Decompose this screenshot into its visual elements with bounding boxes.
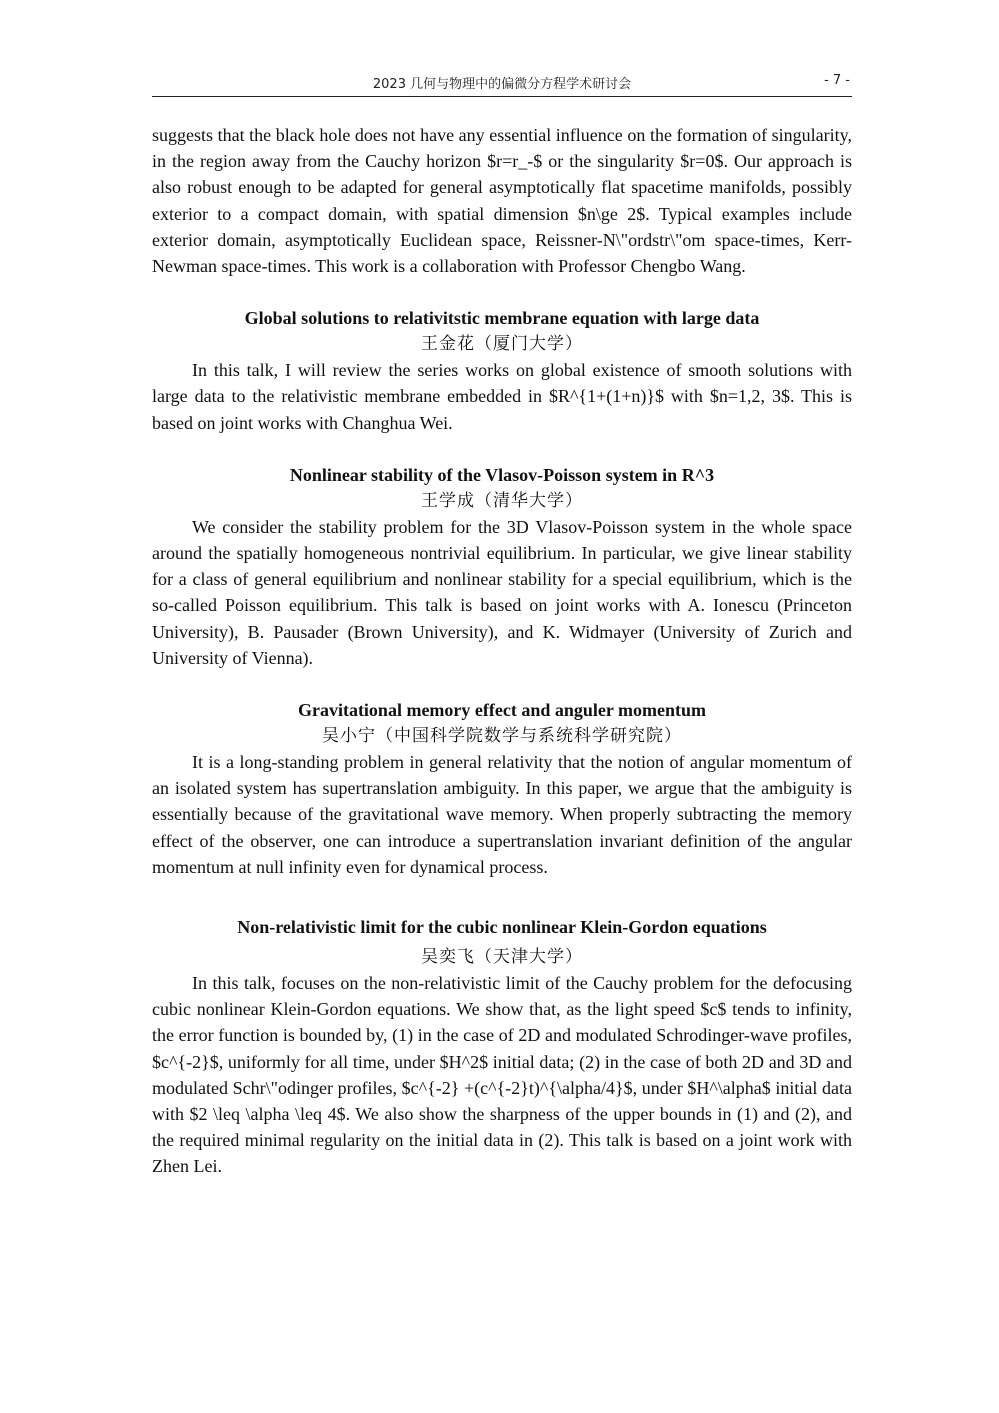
talk-title: Nonlinear stability of the Vlasov-Poisson system in R^3 bbox=[289, 464, 715, 485]
talk-abstract: We consider the stability problem for the 3D Vlasov-Poisson system in the whole space around the spatially homogeneous nontrivial equilibrium. In particular, we give linear stability for a class of general equilibrium and nonlinear stability for a special equilibrium, which is the so-called Poisson equilibrium. This talk is based on joint works with A. Ionescu (Princeton University), B. Pausader (Brown University), and K. Widmayer (University of Zurich and University of Vienna). bbox=[152, 516, 852, 668]
talk-entry bbox=[152, 914, 852, 1180]
talk-author: 吴奕飞（天津大学） bbox=[421, 947, 583, 968]
talk-author: 王学成（清华大学） bbox=[421, 490, 583, 511]
intro-paragraph: suggests that the black hole does not have any essential influence on the formation of singularity, in the region away from the Cauchy horizon $r=r_-$ or the singularity $r=0$. Our approach is also robust enough to be adapted for general asymptotically flat spacetime manifolds, possibly exterior to a compact domain, with spatial dimension $n\ge 2$. Typical examples include exterior domain, asymptotically Euclidean space, Reissner-N\"ordstr\"om space-times, Kerr-Newman space-times. This work is a collaboration with Professor Chengbo Wang. bbox=[152, 125, 852, 277]
talk-abstract: It is a long-standing problem in general relativity that the notion of angular momentum of an isolated system has supertranslation ambiguity. In this paper, we argue that the ambiguity is essentially because of the gravitational wave memory. When properly subtracting the memory effect of the observer, one can introduce a supertranslation invariant definition of the angular momentum at null infinity even for dynamical process. bbox=[152, 752, 852, 877]
talk-title: Non-relativistic limit for the cubic nonlinear Klein-Gordon equations bbox=[237, 917, 767, 938]
talk-entry bbox=[152, 305, 852, 436]
page-number: - 7 - bbox=[824, 73, 850, 88]
header-title: 2023 几何与物理中的偏微分方程学术研讨会 bbox=[372, 77, 632, 92]
talk-author: 吴小宁（中国科学院数学与系统科学研究院） bbox=[322, 726, 682, 747]
talk-title: Gravitational memory effect and anguler momentum bbox=[297, 700, 707, 721]
page-header bbox=[152, 70, 852, 97]
talk-abstract: In this talk, focuses on the non-relativistic limit of the Cauchy problem for the defocusing cubic nonlinear Klein-Gordon equations. We show that, as the light speed $c$ tends to infinity, the error function is bounded by, (1) in the case of 2D and modulated Schrodinger-wave profiles, $c^{-2}$, uniformly for all time, under $H^2$ initial data; (2) in the case of both 2D and 3D and modulated Schr\"odinger profiles, $c^{-2} +(c^{-2}t)^{\alpha/4}$, under $H^\alpha$ initial data with $2 \leq \alpha \leq 4$. We also show the sharpness of the upper bounds in (1) and (2), and the required minimal regularity on the initial data in (2). This talk is based on a joint work with Zhen Lei. bbox=[152, 973, 852, 1177]
talk-entry bbox=[152, 697, 852, 880]
talk-title: Global solutions to relativitstic membrane equation with large data bbox=[244, 308, 760, 329]
talk-abstract: In this talk, I will review the series works on global existence of smooth solutions with large data to the relativistic membrane embedded in $R^{1+(1+n)}$ with $n=1,2, 3$. This is based on joint works with Changhua Wei. bbox=[152, 360, 852, 433]
talk-author: 王金花（厦门大学） bbox=[421, 334, 583, 355]
talk-entry bbox=[152, 462, 852, 671]
page-content bbox=[152, 122, 852, 1180]
